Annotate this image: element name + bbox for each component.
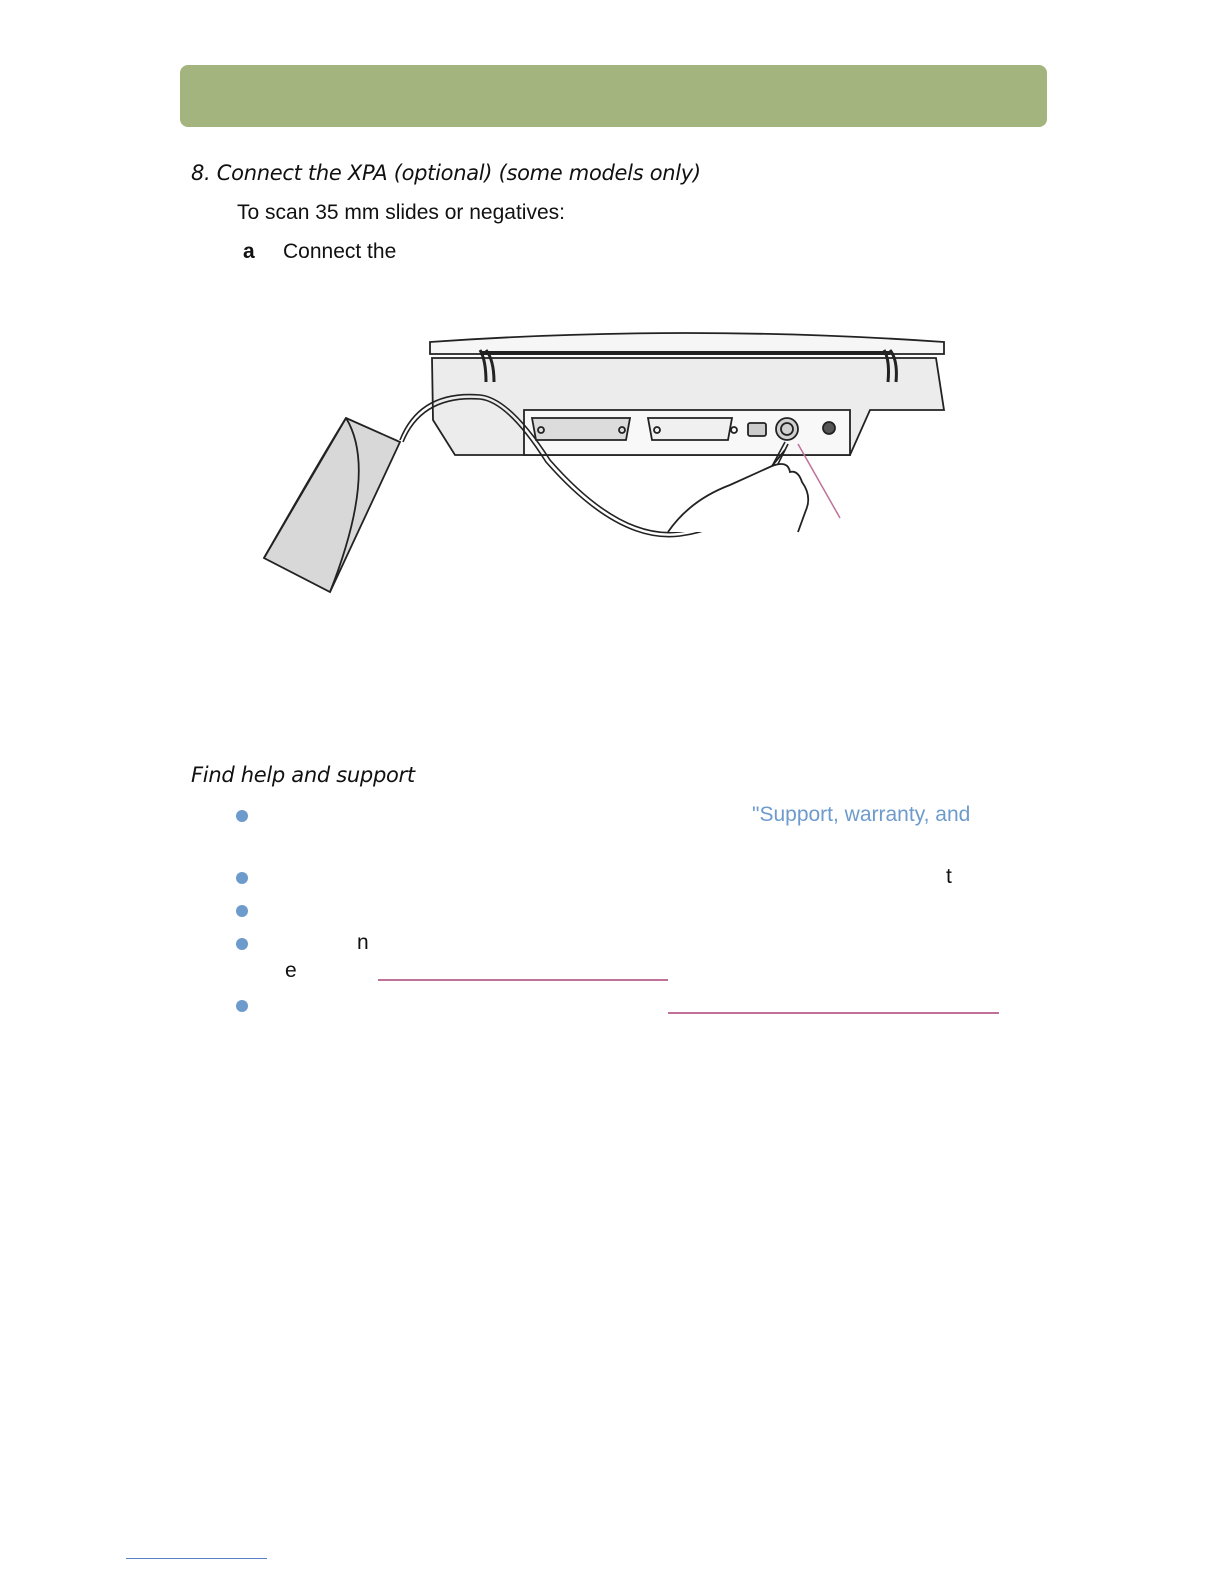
section-title-connect-xpa: 8. Connect the XPA (optional) (some models only)	[191, 161, 701, 185]
intro-text: To scan 35 mm slides or negatives:	[237, 201, 565, 224]
bullet-5	[236, 1000, 248, 1012]
header-bar	[180, 65, 1047, 127]
bullet-4	[236, 938, 248, 950]
step-a-text: Connect the	[283, 240, 397, 263]
bullet-3	[236, 905, 248, 917]
bullet-1-link-fragment[interactable]: "Support, warranty, and	[752, 803, 971, 826]
bullet-4-link-rule[interactable]	[378, 979, 668, 981]
step-letter-a: a	[243, 240, 255, 263]
footer-rule	[126, 1558, 267, 1559]
bullet-4-fragment-2: e	[285, 959, 297, 982]
bullet-1	[236, 810, 248, 822]
xpa-adapter	[264, 418, 400, 592]
hand	[668, 450, 808, 532]
scanner-rear-view	[430, 333, 944, 455]
scanner-xpa-connection-illustration	[250, 320, 970, 610]
bullet-5-link-rule[interactable]	[668, 1012, 999, 1014]
bullet-2-fragment: t	[946, 865, 952, 888]
bullet-4-fragment-1: n	[357, 931, 369, 954]
section-title-find-help: Find help and support	[191, 763, 415, 787]
bullet-2	[236, 872, 248, 884]
